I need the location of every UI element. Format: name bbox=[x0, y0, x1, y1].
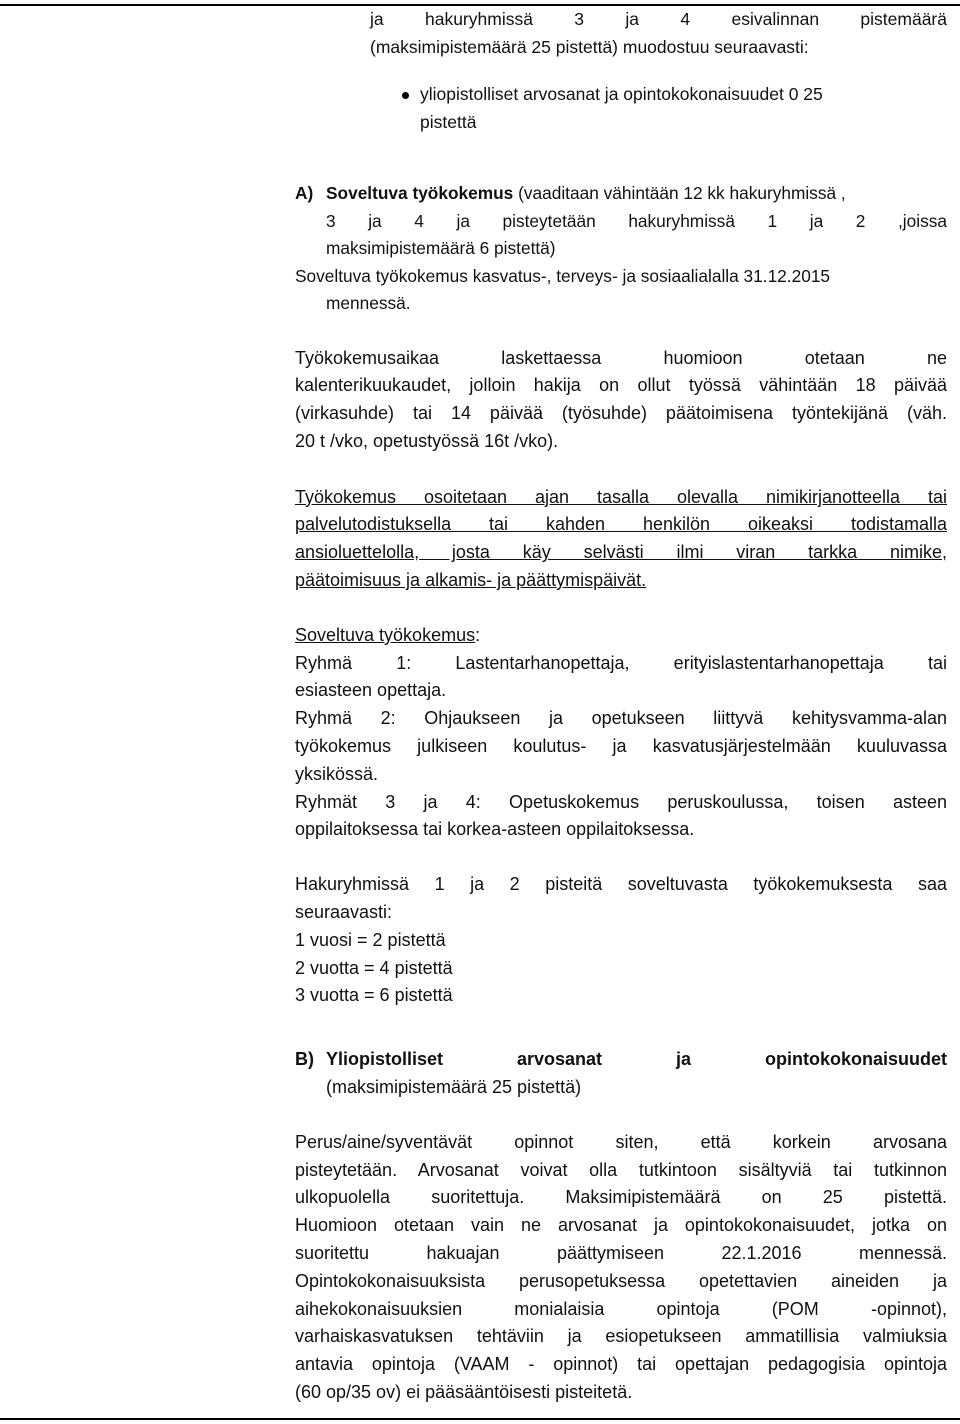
points-item: 3 vuotta = 6 pistettä bbox=[295, 985, 453, 1006]
section-a-heading: Soveltuva työkokemus (vaaditaan vähintään 12 kk hakuryhmissä , bbox=[326, 183, 846, 203]
group-34-line: oppilaitoksessa tai korkea-asteen oppilaitoksessa. bbox=[295, 819, 695, 840]
bottom-rule bbox=[0, 1418, 960, 1420]
document-page bbox=[295, 6, 947, 1407]
paragraph-line: 20 t /vko, opetustyössä 16t /vko). bbox=[295, 430, 559, 451]
section-b-heading: Yliopistolliset arvosanat ja opintokokonaisuudet bbox=[326, 1049, 947, 1070]
section-b-label: B) bbox=[295, 1049, 314, 1070]
group-2-line: työkokemus julkiseen koulutus- ja kasvatusjärjestelmään kuuluvassa bbox=[295, 736, 947, 757]
section-a-title: Soveltuva työkokemus bbox=[326, 183, 514, 203]
suitable-experience-block bbox=[295, 622, 947, 844]
intro-line: (maksimipistemäärä 25 pistettä) muodostuu seuraavasti: bbox=[370, 36, 809, 57]
paragraph-line: Opintokokonaisuuksista perusopetuksessa opetettavien aineiden ja bbox=[295, 1270, 947, 1291]
suitable-heading: Soveltuva työkokemus: bbox=[295, 624, 481, 645]
paragraph-line: palvelutodistuksella tai kahden henkilön oikeaksi todistamalla bbox=[295, 514, 947, 535]
paragraph-line: (60 op/35 ov) ei pääsääntöisesti pisteitetä. bbox=[295, 1382, 633, 1402]
bullet-item bbox=[420, 81, 947, 136]
group-2-line: yksikössä. bbox=[295, 763, 379, 784]
section-b-subheading: (maksimipistemäärä 25 pistettä) bbox=[326, 1077, 582, 1098]
points-item: 1 vuosi = 2 pistettä bbox=[295, 929, 446, 950]
paragraph-line: päätoimisuus ja alkamis- ja päättymispäivät. bbox=[295, 570, 647, 591]
section-b-paragraph bbox=[295, 1129, 947, 1407]
intro-line: ja hakuryhmissä 3 ja 4 esivalinnan pistemäärä bbox=[370, 9, 947, 29]
points-item: 2 vuotta = 4 pistettä bbox=[295, 957, 453, 978]
section-a-line: mennessä. bbox=[326, 293, 411, 313]
bullet-line: yliopistolliset arvosanat ja opintokokonaisuudet 0 25 bbox=[420, 84, 823, 104]
paragraph-line: pisteytetään. Arvosanat voivat olla tutkintoon sisältyviä tai tutkinnon bbox=[295, 1159, 947, 1180]
points-line: Hakuryhmissä 1 ja 2 pisteitä soveltuvasta työkokemuksesta saa bbox=[295, 874, 947, 895]
paragraph-line: Työkokemusaikaa laskettaessa huomioon otetaan ne bbox=[295, 347, 947, 368]
paragraph-line: (virkasuhde) tai 14 päivää (työsuhde) päätoimisena työntekijänä (väh. bbox=[295, 403, 947, 424]
group-1-line: Ryhmä 1: Lastentarhanopettaja, erityislastentarhanopettaja tai bbox=[295, 652, 947, 673]
bullet-icon bbox=[402, 92, 409, 99]
paragraph-line: Perus/aine/syventävät opinnot siten, että korkein arvosana bbox=[295, 1131, 947, 1152]
paragraph-line: suoritettu hakuajan päättymiseen 22.1.2016 mennessä. bbox=[295, 1243, 947, 1264]
paragraph-line: varhaiskasvatuksen tehtäviin ja esiopetukseen ammatillisia valmiuksia bbox=[295, 1326, 947, 1347]
points-line: seuraavasti: bbox=[295, 902, 393, 923]
proof-paragraph bbox=[295, 484, 947, 595]
paragraph-line: Huomioon otetaan vain ne arvosanat ja opintokokonaisuudet, jotka on bbox=[295, 1215, 947, 1236]
section-a-line: Soveltuva työkokemus kasvatus-, terveys- ja sosiaalialalla 31.12.2015 bbox=[295, 265, 831, 286]
paragraph-line: kalenterikuukaudet, jolloin hakija on ollut työssä vähintään 18 päivää bbox=[295, 375, 947, 396]
paragraph-line: ansioluettelolla, josta käy selvästi ilmi viran tarkka nimike, bbox=[295, 542, 947, 563]
section-b bbox=[295, 1046, 947, 1102]
paragraph-line: antavia opintoja (VAAM - opinnot) tai opettajan pedagogisia opintoja bbox=[295, 1354, 947, 1375]
section-a-line: maksimipistemäärä 6 pistettä) bbox=[326, 238, 556, 258]
group-1-line: esiasteen opettaja. bbox=[295, 680, 447, 701]
section-a bbox=[295, 180, 947, 318]
section-a-label: A) bbox=[295, 183, 314, 203]
group-34-line: Ryhmät 3 ja 4: Opetuskokemus peruskoulussa, toisen asteen bbox=[295, 791, 947, 812]
intro-paragraph bbox=[370, 6, 947, 61]
paragraph-line: ulkopuolella suoritettuja. Maksimipistemäärä on 25 pistettä. bbox=[295, 1187, 947, 1208]
group-2-line: Ryhmä 2: Ohjaukseen ja opetukseen liittyvä kehitysvamma-alan bbox=[295, 708, 947, 729]
section-a-line: 3 ja 4 ja pisteytetään hakuryhmissä 1 ja 2 ,joissa bbox=[326, 210, 947, 231]
paragraph-line: aihekokonaisuuksien monialaisia opintoja (POM -opinnot), bbox=[295, 1298, 947, 1319]
points-block bbox=[295, 871, 947, 1010]
worktime-paragraph bbox=[295, 345, 947, 456]
paragraph-line: Työkokemus osoitetaan ajan tasalla olevalla nimikirjanotteella tai bbox=[295, 486, 947, 507]
bullet-line: pistettä bbox=[420, 111, 477, 132]
